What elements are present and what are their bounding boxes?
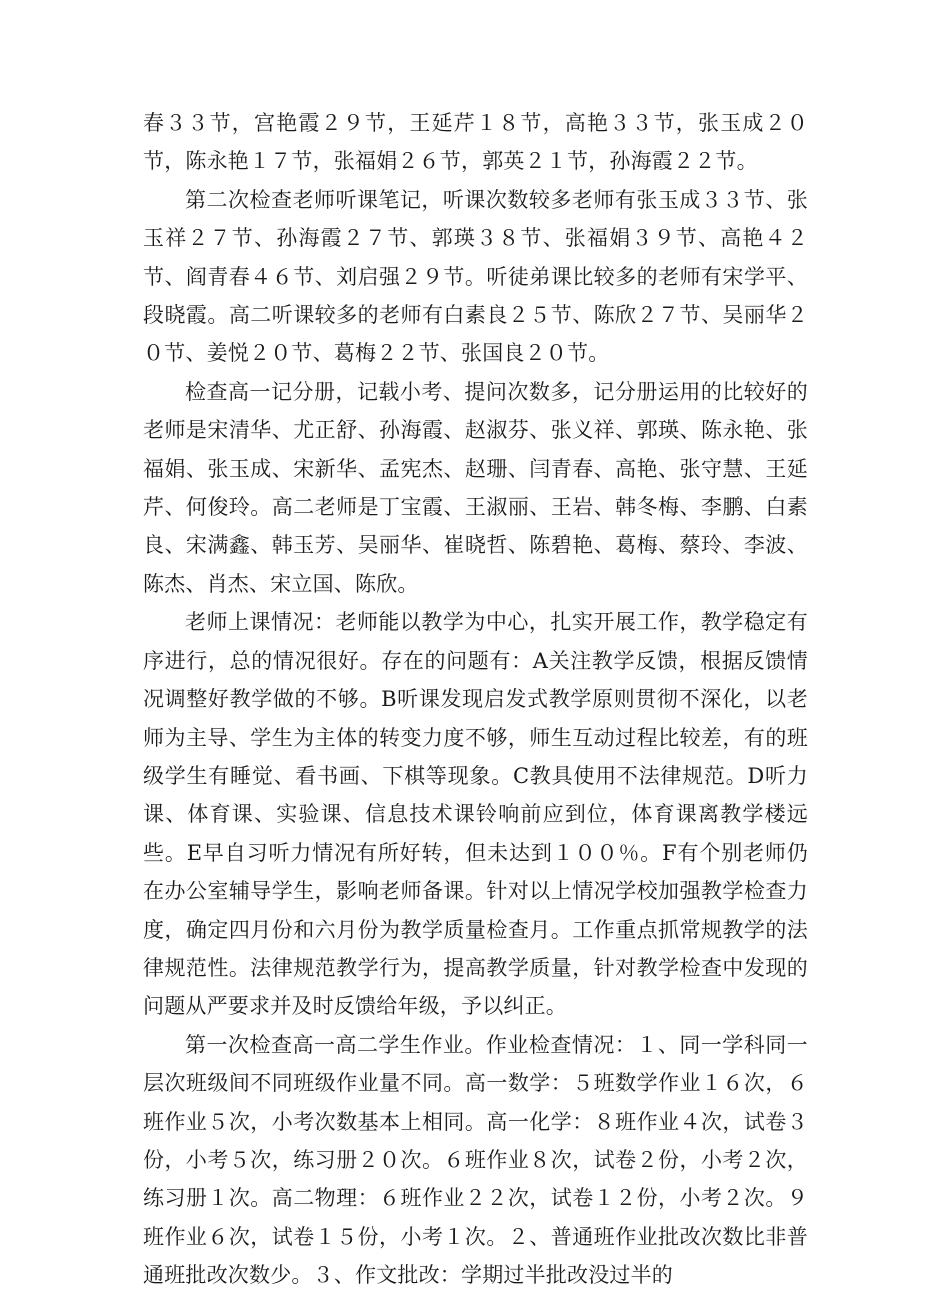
paragraph-second-notes-check: 第二次检查老师听课笔记，听课次数较多老师有张玉成３３节、张玉祥２７节、孙海霞２７节、郭瑛３８节、张福娟３９节、高艳４２节、阎青春４６节、刘启强２９节。听徒弟课比较多的老师有宋学平、段晓霞。高二听课较多的老师有白素良２５节、陈欣２７节、吴丽华２０节、姜悦２０节、葛梅２２节、张国良２０节。 xyxy=(143,187,808,366)
document-body xyxy=(143,104,808,1295)
paragraph-teaching-situation: 老师上课情况：老师能以教学为中心，扎实开展工作，教学稳定有序进行，总的情况很好。存在的问题有：A关注教学反馈，根据反馈情况调整好教学做的不够。B听课发现启发式教学原则贯彻不深化，以老师为主导、学生为主体的转变力度不够，师生互动过程比较差，有的班级学生有睡觉、看书画、下棋等现象。C教具使用不法律规范。D听力课、体育课、实验课、信息技术课铃响前应到位，体育课离教学楼远些。E早自习听力情况有所好转，但未达到１００％。F有个别老师仍在办公室辅导学生，影响老师备课。针对以上情况学校加强教学检查力度，确定四月份和六月份为教学质量检查月。工作重点抓常规教学的法律规范性。法律规范教学行为，提高教学质量，针对教学检查中发现的问题从严要求并及时反馈给年级，予以纠正。 xyxy=(143,610,808,1019)
paragraph-gradebook-check: 检查高一记分册，记载小考、提问次数多，记分册运用的比较好的老师是宋清华、尤正舒、孙海霞、赵淑芬、张义祥、郭瑛、陈永艳、张福娟、张玉成、宋新华、孟宪杰、赵珊、闫青春、高艳、张守慧、王延芹、何俊玲。高二老师是丁宝霞、王淑丽、王岩、韩冬梅、李鹏、白素良、宋满鑫、韩玉芳、吴丽华、崔晓哲、陈碧艳、葛梅、蔡玲、李波、陈杰、肖杰、宋立国、陈欣。 xyxy=(143,379,808,596)
paragraph-teacher-class-counts: 春３３节，宫艳霞２９节，王延芹１８节，高艳３３节，张玉成２０节，陈永艳１７节，张福娟２６节，郭英２１节，孙海霞２２节。 xyxy=(143,111,808,174)
paragraph-homework-check: 第一次检查高一高二学生作业。作业检查情况：１、同一学科同一层次班级间不同班级作业量不同。高一数学：５班数学作业１６次，６班作业５次，小考次数基本上相同。高一化学：８班作业４次，试卷３份，小考５次，练习册２０次。６班作业８次，试卷２份，小考２次，练习册１次。高二物理：６班作业２２次，试卷１２份，小考２次。９班作业６次，试卷１５份，小考１次。２、普通班作业批改次数比非普通班批改次数少。３、作文批改：学期过半批改没过半的 xyxy=(143,1032,808,1288)
